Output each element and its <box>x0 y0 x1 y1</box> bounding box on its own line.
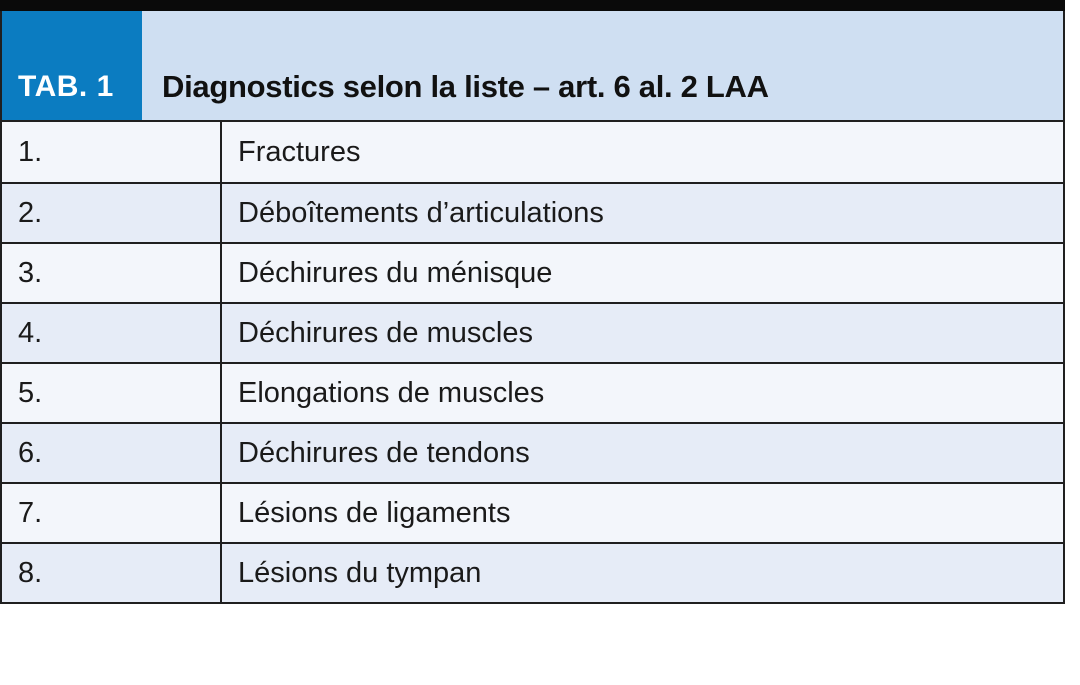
table-header <box>2 11 1063 122</box>
table-row <box>2 362 1063 422</box>
row-number: 2. <box>2 184 222 242</box>
table-row <box>2 302 1063 362</box>
table-row <box>2 122 1063 182</box>
row-label: Lésions du tympan <box>238 556 482 589</box>
row-label: Fractures <box>238 135 361 168</box>
table-row <box>2 242 1063 302</box>
table-row <box>2 542 1063 602</box>
row-label: Déboîtements d’articulations <box>238 196 604 229</box>
row-number: 6. <box>2 424 222 482</box>
table-row <box>2 422 1063 482</box>
row-label: Déchirures de tendons <box>238 436 530 469</box>
row-number: 3. <box>2 244 222 302</box>
table-row <box>2 482 1063 542</box>
row-label: Lésions de ligaments <box>238 496 511 529</box>
row-number: 8. <box>2 544 222 602</box>
row-label: Déchirures de muscles <box>238 316 533 349</box>
row-number: 5. <box>2 364 222 422</box>
table-title: Diagnostics selon la liste – art. 6 al. 2 LAA <box>162 69 769 104</box>
table-top-bar <box>0 0 1065 11</box>
table-tag-label: TAB. 1 <box>18 70 114 103</box>
row-label: Déchirures du ménisque <box>238 256 553 289</box>
row-number: 7. <box>2 484 222 542</box>
row-number: 1. <box>2 122 222 182</box>
row-number: 4. <box>2 304 222 362</box>
diagnostics-table <box>0 11 1065 604</box>
table-row <box>2 182 1063 242</box>
table-title-cell <box>142 11 1063 120</box>
table-tag-box <box>2 11 142 120</box>
row-label: Elongations de muscles <box>238 376 545 409</box>
